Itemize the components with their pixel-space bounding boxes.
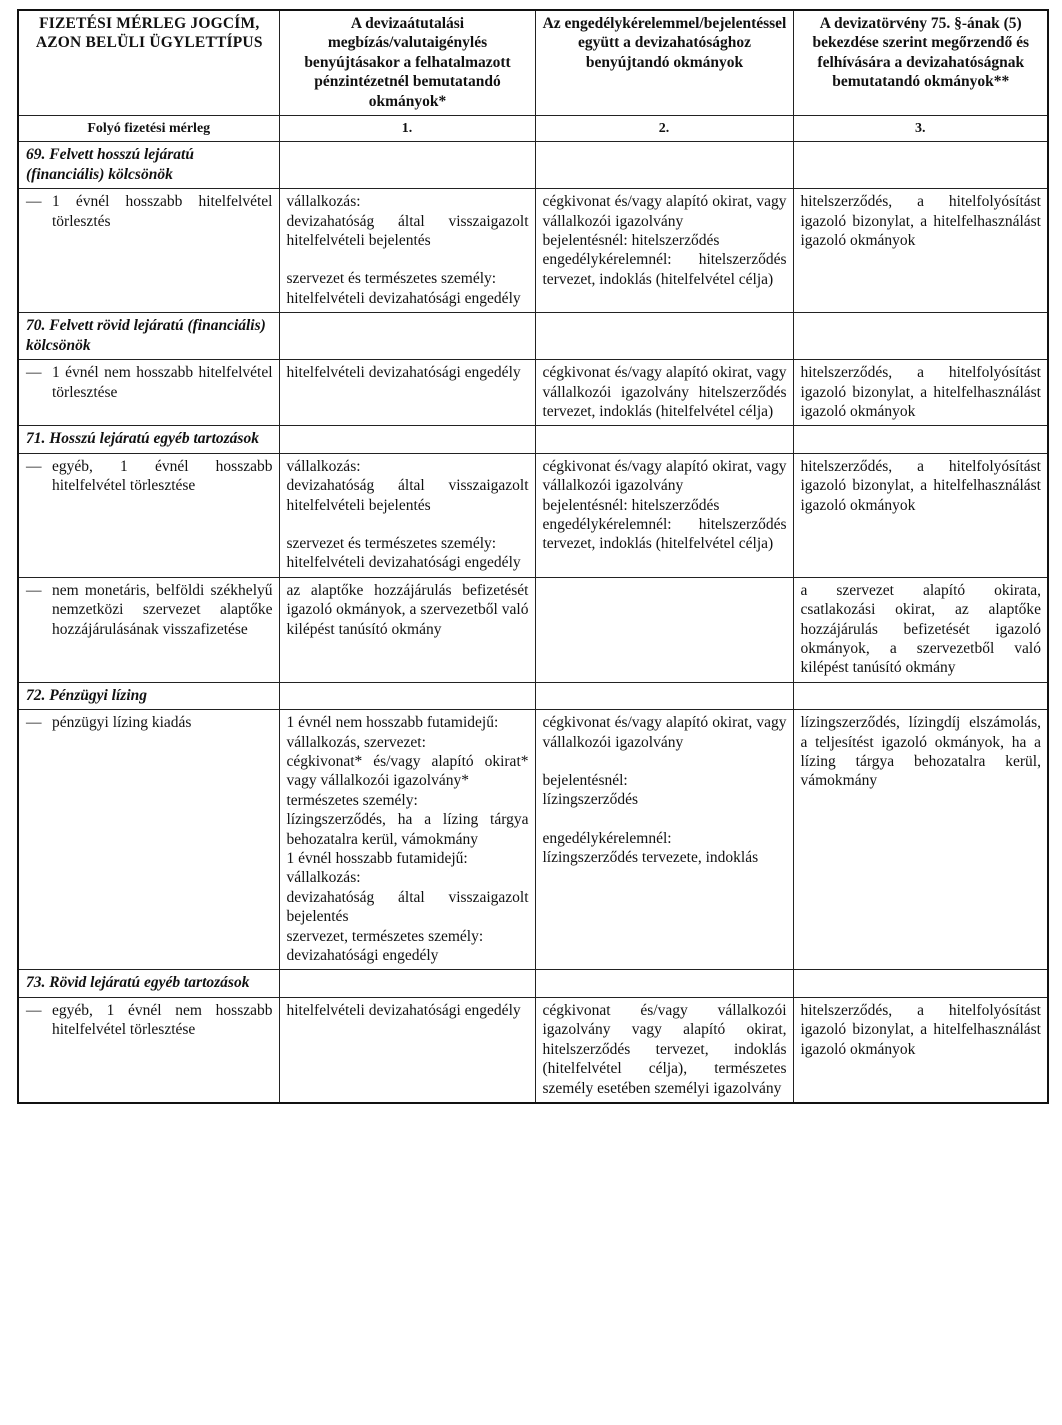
- row-72-c1-line: vállalkozás, szervezet:: [286, 733, 426, 751]
- row-72-c1-line: természetes személy:: [286, 791, 418, 809]
- row-72-c3: lízingszerződés, lízingdíj elszámolás, a teljesítést igazoló okmányok, ha a lízing tárgya behozatalra kerül, vámokmány: [793, 710, 1048, 970]
- documents-table: [17, 9, 1049, 1104]
- numrow-col-1: 1.: [279, 116, 535, 142]
- row-71b-title: nem monetáris, belföldi székhelyű nemzetközi szervezet alaptőke hozzájárulásának visszafizetése: [52, 581, 273, 638]
- dash-mark: —: [26, 714, 42, 732]
- table-row-71a: [18, 453, 1048, 577]
- section-row-71: [18, 426, 1048, 453]
- row-73-c2: cégkivonat és/vagy vállalkozói igazolvány vagy alapító okirat, hitelszerződés tervezet, indoklás (hitelfelvétel célja), természetes személy esetében személyi igazolvány: [535, 997, 793, 1103]
- row-69-c1-b: devizahatóság által visszaigazolt hitelfelvételi bejelentés: [286, 212, 529, 250]
- dash-mark: —: [26, 581, 42, 599]
- table-row-73: [18, 997, 1048, 1103]
- row-71a-c2-b: bejelentésnél: hitelszerződés: [542, 496, 720, 514]
- row-73-title: egyéb, 1 évnél nem hosszabb hitelfelvétel törlesztése: [52, 1001, 273, 1039]
- row-70-title: 1 évnél nem hosszabb hitelfelvétel törlesztése: [52, 364, 273, 401]
- section-row-69: [18, 142, 1048, 189]
- row-73-c1: hitelfelvételi devizahatósági engedély: [279, 997, 535, 1103]
- row-72-c2-e: lízingszerződés tervezete, indoklás: [542, 849, 759, 867]
- row-72-c1-line: szervezet, természetes személy:: [286, 927, 484, 945]
- row-72-title: pénzügyi lízing kiadás: [52, 714, 192, 732]
- row-70-c3: hitelszerződés, a hitelfolyósítást igazoló bizonylat, a hitelfelhasználást igazoló okmányok: [793, 360, 1048, 426]
- row-72-c2-b: bejelentésnél:: [542, 772, 628, 789]
- row-71a-c2-a: cégkivonat és/vagy alapító okirat, vagy vállalkozói igazolvány: [542, 457, 787, 495]
- header-col-3: A devizatörvény 75. §-ának (5) bekezdése szerint megőrzendő és felhívására a devizahatóságnak bemutatandó okmányok**: [793, 10, 1048, 116]
- row-70-c1: hitelfelvételi devizahatósági engedély: [279, 360, 535, 426]
- table-row-69: [18, 189, 1048, 313]
- row-71b-c2: [535, 577, 793, 682]
- section-title-69: 69. Felvett hosszú lejáratú (financiális) kölcsönök: [18, 142, 279, 189]
- section-row-72: [18, 682, 1048, 709]
- row-73-c3: hitelszerződés, a hitelfolyósítást igazoló bizonylat, a hitelfelhasználást igazoló okmányok: [793, 997, 1048, 1103]
- row-72-c1-line: devizahatósági engedély: [286, 947, 439, 965]
- dash-mark: —: [26, 1001, 42, 1019]
- row-69-c3: hitelszerződés, a hitelfolyósítást igazoló bizonylat, a hitelfelhasználást igazoló okmányok: [793, 189, 1048, 313]
- row-71a-c2-c: engedélykérelemnél: hitelszerződés tervezet, indoklás (hitelfelvétel célja): [542, 515, 787, 553]
- row-71b-c3: a szervezet alapító okirata, csatlakozási okirat, az alaptőke hozzájárulás befizetését igazoló okmányok, a szervezetből való kilépést tanúsító okmány: [793, 577, 1048, 682]
- row-71a-c1-c: szervezet és természetes személy:: [286, 534, 497, 552]
- row-72-c1-line: cégkivonat* és/vagy alapító okirat* vagy vállalkozói igazolvány*: [286, 753, 529, 790]
- row-69-c2-b: bejelentésnél: hitelszerződés: [542, 232, 720, 250]
- row-71a-c3: hitelszerződés, a hitelfolyósítást igazoló bizonylat, a hitelfelhasználást igazoló okmányok: [793, 453, 1048, 577]
- section-title-71: 71. Hosszú lejáratú egyéb tartozások: [18, 426, 279, 453]
- row-72-c2-d: engedélykérelemnél:: [542, 829, 672, 847]
- header-col-2: Az engedélykérelemmel/bejelentéssel együtt a devizahatósághoz benyújtandó okmányok: [535, 10, 793, 116]
- row-72-c1-line: vállalkozás:: [286, 869, 361, 887]
- row-72-c2-c: lízingszerződés: [542, 791, 639, 809]
- section-row-73: [18, 970, 1048, 997]
- row-69-c1-d: hitelfelvételi devizahatósági engedély: [286, 289, 521, 307]
- row-71a-c1-a: vállalkozás:: [286, 457, 361, 475]
- row-69-c1-c: szervezet és természetes személy:: [286, 270, 497, 288]
- row-72-c1-line: devizahatóság által visszaigazolt bejelentés: [286, 888, 529, 926]
- table-row-71b: [18, 577, 1048, 682]
- row-71a-c1-b: devizahatóság által visszaigazolt hitelfelvételi bejelentés: [286, 477, 529, 514]
- row-72-c1-line: lízingszerződés, ha a lízing tárgya behozatalra kerül, vámokmány: [286, 811, 529, 848]
- header-col-0: FIZETÉSI MÉRLEG JOGCÍM, AZON BELÜLI ÜGYLETTÍPUS: [18, 10, 279, 116]
- row-69-c2-a: cégkivonat és/vagy alapító okirat, vagy vállalkozói igazolvány: [542, 193, 787, 230]
- dash-mark: —: [26, 193, 42, 211]
- row-72-c1-line: 1 évnél nem hosszabb futamidejű:: [286, 714, 499, 732]
- row-72-c2-a: cégkivonat és/vagy alapító okirat, vagy vállalkozói igazolvány: [542, 714, 787, 751]
- column-number-row: [18, 116, 1048, 142]
- row-70-c2: cégkivonat és/vagy alapító okirat, vagy vállalkozói igazolvány hitelszerződés tervezet, indoklás (hitelfelvétel célja): [535, 360, 793, 426]
- dash-mark: —: [26, 457, 42, 475]
- numrow-col-0: Folyó fizetési mérleg: [18, 116, 279, 142]
- row-71a-c1-d: hitelfelvételi devizahatósági engedély: [286, 554, 521, 572]
- section-title-73: 73. Rövid lejáratú egyéb tartozások: [18, 970, 279, 997]
- table-header-row: [18, 10, 1048, 116]
- numrow-col-2: 2.: [535, 116, 793, 142]
- section-title-72: 72. Pénzügyi lízing: [18, 682, 279, 709]
- section-title-70: 70. Felvett rövid lejáratú (financiális) kölcsönök: [18, 313, 279, 360]
- row-71a-title: egyéb, 1 évnél hosszabb hitelfelvétel törlesztése: [52, 457, 273, 495]
- header-col-1: A devizaátutalási megbízás/valutaigénylés benyújtásakor a felhatalmazott pénzintézetnél bemutatandó okmányok*: [279, 10, 535, 116]
- section-row-70: [18, 313, 1048, 360]
- row-69-c2-c: engedélykérelemnél: hitelszerződés tervezet, indoklás (hitelfelvétel célja): [542, 251, 787, 288]
- row-71b-c1: az alaptőke hozzájárulás befizetését igazoló okmányok, a szervezetből való kilépést tanúsító okmány: [279, 577, 535, 682]
- row-69-title: 1 évnél hosszabb hitelfelvétel törlesztés: [52, 193, 273, 230]
- dash-mark: —: [26, 364, 42, 382]
- table-row-70: [18, 360, 1048, 426]
- numrow-col-3: 3.: [793, 116, 1048, 142]
- row-72-c1-line: 1 évnél hosszabb futamidejű:: [286, 850, 468, 868]
- table-row-72: [18, 710, 1048, 970]
- row-69-c1-a: vállalkozás:: [286, 193, 361, 211]
